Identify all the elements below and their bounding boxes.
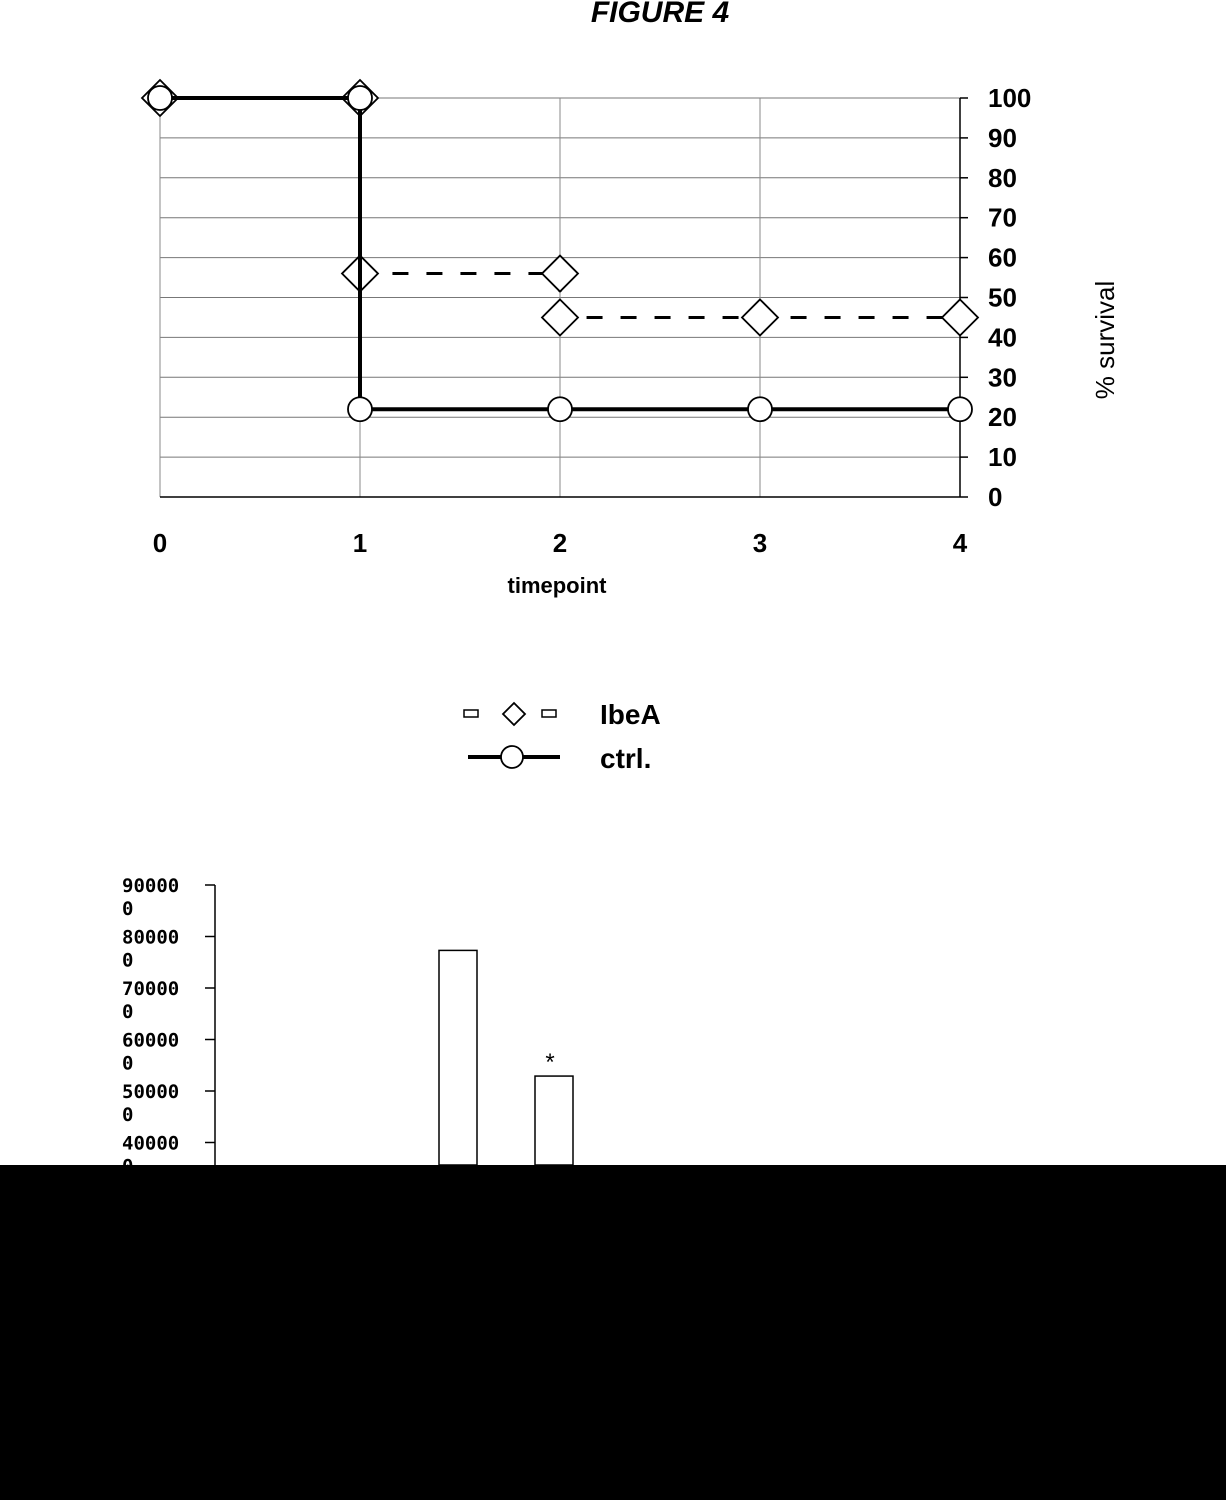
bar-y-tick-label-wrap: 0 [122,1001,134,1023]
x-tick-labels [153,528,968,558]
bar-chart [122,875,573,1178]
diamond-marker [742,299,778,335]
circle-marker [348,397,372,421]
y-tick-labels [988,83,1031,512]
legend-item-ctrl [468,743,651,774]
y-tick-label: 70 [988,202,1017,233]
circle-marker [548,397,572,421]
bar-y-tick-label-wrap: 0 [122,949,134,972]
legend [464,699,661,774]
diamond-marker [542,299,578,335]
y-tick-label: 100 [988,83,1032,113]
bar-y-tick-label: 60000 [122,1029,180,1052]
diamond-marker [542,256,578,292]
significance-asterisk: * [545,1049,555,1076]
bar-y-tick-label: 90000 [122,875,180,897]
legend-circle-marker [501,746,523,768]
bar-y-tick-label-wrap: 0 [122,898,134,920]
figure-title: FIGURE 4 [590,0,730,29]
x-tick-label: 0 [152,528,168,558]
bar-y-tick-label-wrap: 0 [122,1104,134,1126]
y-tick-label: 90 [988,122,1017,153]
circle-marker [148,86,172,110]
bar-y-tick-label: 50000 [122,1081,180,1103]
y-tick-label: 20 [988,402,1017,433]
y-axis-title: % survival [1090,280,1120,400]
x-axis-title: timepoint [507,573,607,598]
bar-y-tick-label: 80000 [122,926,180,949]
y-tick-label: 40 [988,322,1017,353]
circle-marker [948,397,972,421]
legend-item-ibea [464,699,661,730]
legend-dash-right [542,710,556,717]
circle-marker [348,86,372,110]
y-tick-label: 10 [988,442,1017,473]
grid [160,98,960,497]
y-tick-label: 0 [988,482,1003,512]
legend-label-ctrl: ctrl. [600,743,652,774]
bar-y-tick-label: 40000 [122,1132,180,1155]
bar [439,950,477,1165]
bar-y-tick-label-wrap: 0 [122,1052,134,1075]
circle-marker [748,397,772,421]
legend-label-ibea: IbeA [600,699,661,730]
x-tick-label: 4 [952,528,968,558]
x-tick-label: 1 [352,528,368,558]
y-tick-label: 50 [988,282,1017,313]
bar-y-tick-label: 70000 [122,978,180,1000]
bar-y-tick-labels [122,875,215,1178]
bar [535,1076,573,1165]
y-tick-label: 80 [988,162,1017,193]
bar-y-tick-label-wrap: 0 [122,1155,134,1178]
x-tick-label: 3 [752,528,768,558]
diamond-marker [942,299,978,335]
legend-dash-left [464,710,478,717]
legend-diamond-marker [503,703,525,725]
y-tick-label: 60 [988,242,1017,273]
survival-chart [142,80,1120,598]
x-tick-label: 2 [552,528,568,558]
y-tick-label: 30 [988,362,1017,393]
